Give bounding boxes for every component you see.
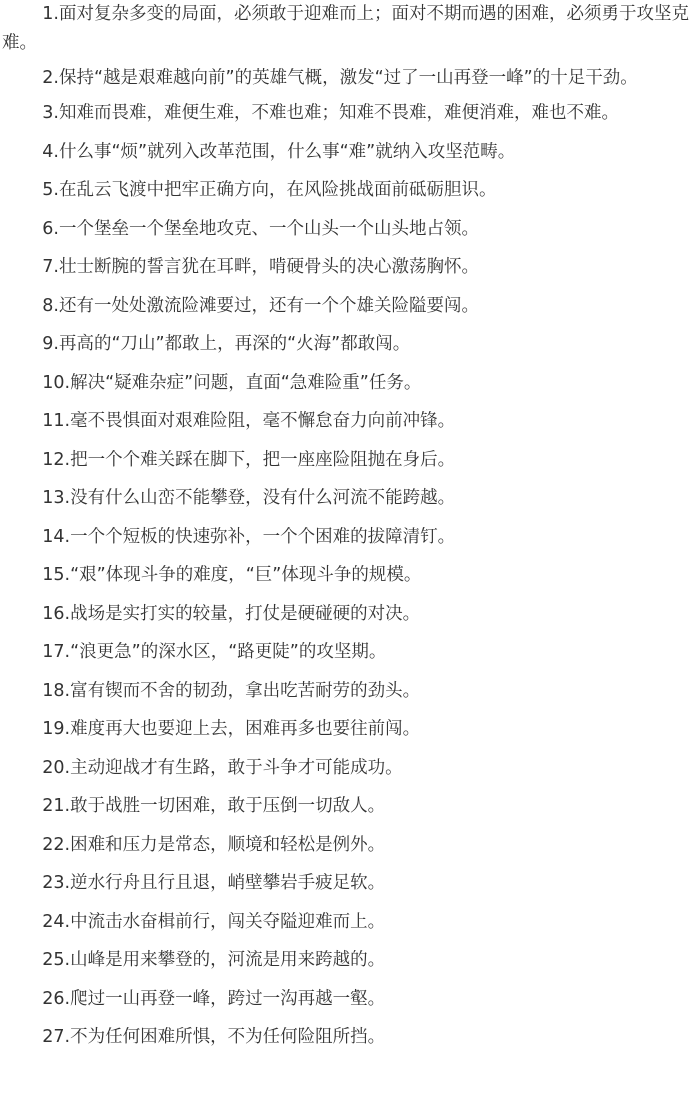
list-item-14: 14.一个个短板的快速弥补，一个个困难的拔障清钉。 xyxy=(42,526,456,547)
list-item-15: 15.“艰”体现斗争的难度，“巨”体现斗争的规模。 xyxy=(42,565,422,585)
list-item-5: 5.在乱云飞渡中把牢正确方向，在风险挑战面前砥砺胆识。 xyxy=(42,180,497,200)
list-item-20: 20.主动迎战才有生路，敢于斗争才可能成功。 xyxy=(42,757,403,778)
list-item-12: 12.把一个个难关踩在脚下，把一座座险阻抛在身后。 xyxy=(42,449,456,470)
list-item-26: 26.爬过一山再登一峰，跨过一沟再越一壑。 xyxy=(42,988,386,1009)
list-item-16: 16.战场是实打实的较量，打仗是硬碰硬的对决。 xyxy=(42,603,421,624)
list-item-19: 19.难度再大也要迎上去，困难再多也要往前闯。 xyxy=(42,719,421,739)
list-item-6: 6.一个堡垒一个堡垒地攻克、一个山头一个山头地占领。 xyxy=(42,218,479,239)
list-item-27: 27.不为任何困难所惧，不为任何险阻所挡。 xyxy=(42,1027,386,1047)
list-item-1: 1.面对复杂多变的局面，必须敢于迎难而上；面对不期而遇的困难，必须勇于攻坚克难。 xyxy=(2,4,689,53)
list-item-7: 7.壮士断腕的誓言犹在耳畔，啃硬骨头的决心激荡胸怀。 xyxy=(42,257,479,277)
list-item-22: 22.困难和压力是常态，顺境和轻松是例外。 xyxy=(42,834,386,855)
list-item-25: 25.山峰是用来攀登的，河流是用来跨越的。 xyxy=(42,950,386,970)
list-item-11: 11.毫不畏惧面对艰难险阻，毫不懈怠奋力向前冲锋。 xyxy=(42,411,456,431)
list-item-13: 13.没有什么山峦不能攀登，没有什么河流不能跨越。 xyxy=(42,488,456,508)
list-item-17: 17.“浪更急”的深水区，“路更陡”的攻坚期。 xyxy=(42,642,387,662)
list-item-21: 21.敢于战胜一切困难，敢于压倒一切敌人。 xyxy=(42,796,386,816)
list-item-4: 4.什么事“烦”就列入改革范围，什么事“难”就纳入攻坚范畴。 xyxy=(42,141,516,162)
list-item-18: 18.富有锲而不舍的韧劲，拿出吃苦耐劳的劲头。 xyxy=(42,680,421,701)
list-item-8: 8.还有一处处激流险滩要过，还有一个个雄关险隘要闯。 xyxy=(42,295,479,316)
list-item-2: 2.保持“越是艰难越向前”的英雄气概，激发“过了一山再登一峰”的十足干劲。 xyxy=(42,68,638,88)
list-item-3: 3.知难而畏难，难便生难，不难也难；知难不畏难，难便消难，难也不难。 xyxy=(42,103,619,123)
list-item-10: 10.解决“疑难杂症”问题，直面“急难险重”任务。 xyxy=(42,372,422,393)
list-item-9: 9.再高的“刀山”都敢上，再深的“火海”都敢闯。 xyxy=(42,334,411,354)
list-item-24: 24.中流击水奋楫前行，闯关夺隘迎难而上。 xyxy=(42,911,386,932)
list-item-23: 23.逆水行舟且行且退，峭壁攀岩手疲足软。 xyxy=(42,873,386,893)
